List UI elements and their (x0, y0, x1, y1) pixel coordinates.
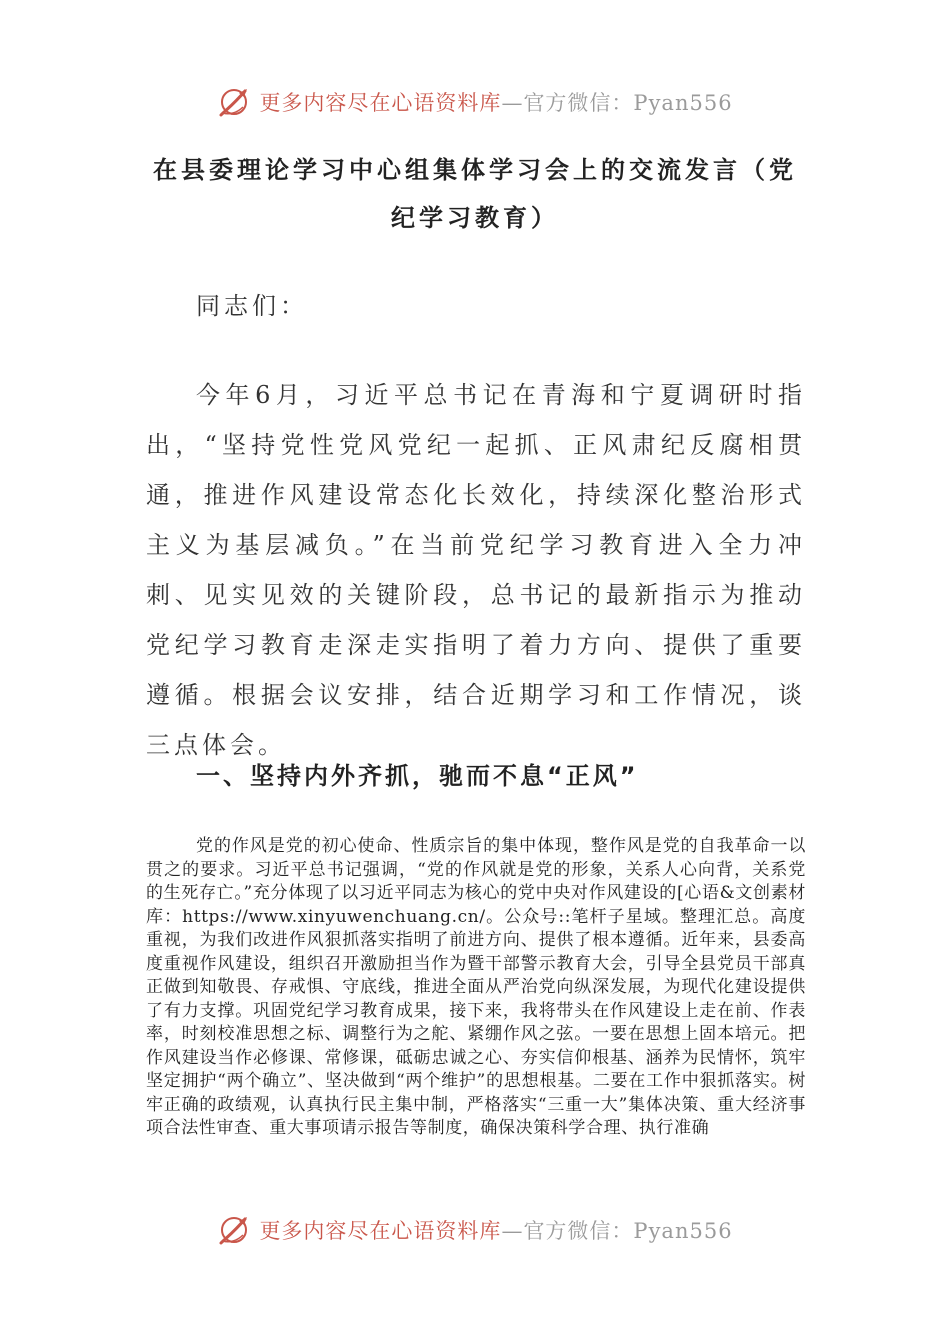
document-title: 在县委理论学习中心组集体学习会上的交流发言（党纪学习教育） (153, 156, 797, 232)
intro-paragraph: 今年6月，习近平总书记在青海和宁夏调研时指出，“坚持党性党风党纪一起抓、正风肃纪反腐相贯通，推进作风建设常态化长效化，持续深化整治形式主义为基层减负。”在当前党纪学习教育进入全力冲刺、见实见效的关键阶段，总书记的最新指示为推动党纪学习教育走深走实指明了着力方向、提供了重要遵循。根据会议安排，结合近期学习和工作情况，谈三点体会。 (146, 381, 806, 759)
pen-icon (217, 85, 251, 119)
banner-text (259, 1215, 732, 1245)
section-heading-1: 一、坚持内外齐抓，驰而不息“正风” (196, 762, 639, 790)
header-banner (0, 82, 950, 122)
banner-text-red: 更多内容尽在心语资料库 (259, 91, 502, 115)
greeting: 同志们： (196, 292, 308, 320)
banner-text-gray: —官方微信：Pyan556 (501, 91, 733, 115)
section-1-paragraph: 党的作风是党的初心使命、性质宗旨的集中体现，整作风是党的自我革命一以贯之的要求。习近平总书记强调，“党的作风就是党的形象，关系人心向背，关系党的生死存亡。”充分体现了以习近平同志为核心的党中央对作风建设的[心语&文创素材库：https://www.xinyuwenchuang.cn/。公众号::笔杆子星域。整理汇总。高度重视，为我们改进作风狠抓落实指明了前进方向、提供了根本遵循。近年来，县委高度重视作风建设，组织召开激励担当作为暨干部警示教育大会，引导全县党员干部真正做到知敬畏、存戒惧、守底线，推进全面从严治党向纵深发展，为现代化建设提供了有力支撑。巩固党纪学习教育成果，接下来，我将带头在作风建设上走在前、作表率，时刻校准思想之标、调整行为之舵、紧绷作风之弦。一要在思想上固本培元。把作风建设当作必修课、常修课，砥砺忠诚之心、夯实信仰根基、涵养为民情怀，筑牢坚定拥护“两个确立”、坚决做到“两个维护”的思想根基。二要在工作中狠抓落实。树牢正确的政绩观，认真执行民主集中制，严格落实“三重一大”集体决策、重大经济事项合法性审查、重大事项请示报告等制度，确保决策科学合理、执行准确 (146, 836, 806, 1138)
pen-icon (217, 1213, 251, 1247)
banner-content (217, 85, 732, 119)
banner-text-red: 更多内容尽在心语资料库 (259, 1219, 502, 1243)
banner-content (217, 1213, 732, 1247)
footer-banner (0, 1210, 950, 1250)
banner-text-gray: —官方微信：Pyan556 (501, 1219, 733, 1243)
banner-text (259, 87, 732, 117)
